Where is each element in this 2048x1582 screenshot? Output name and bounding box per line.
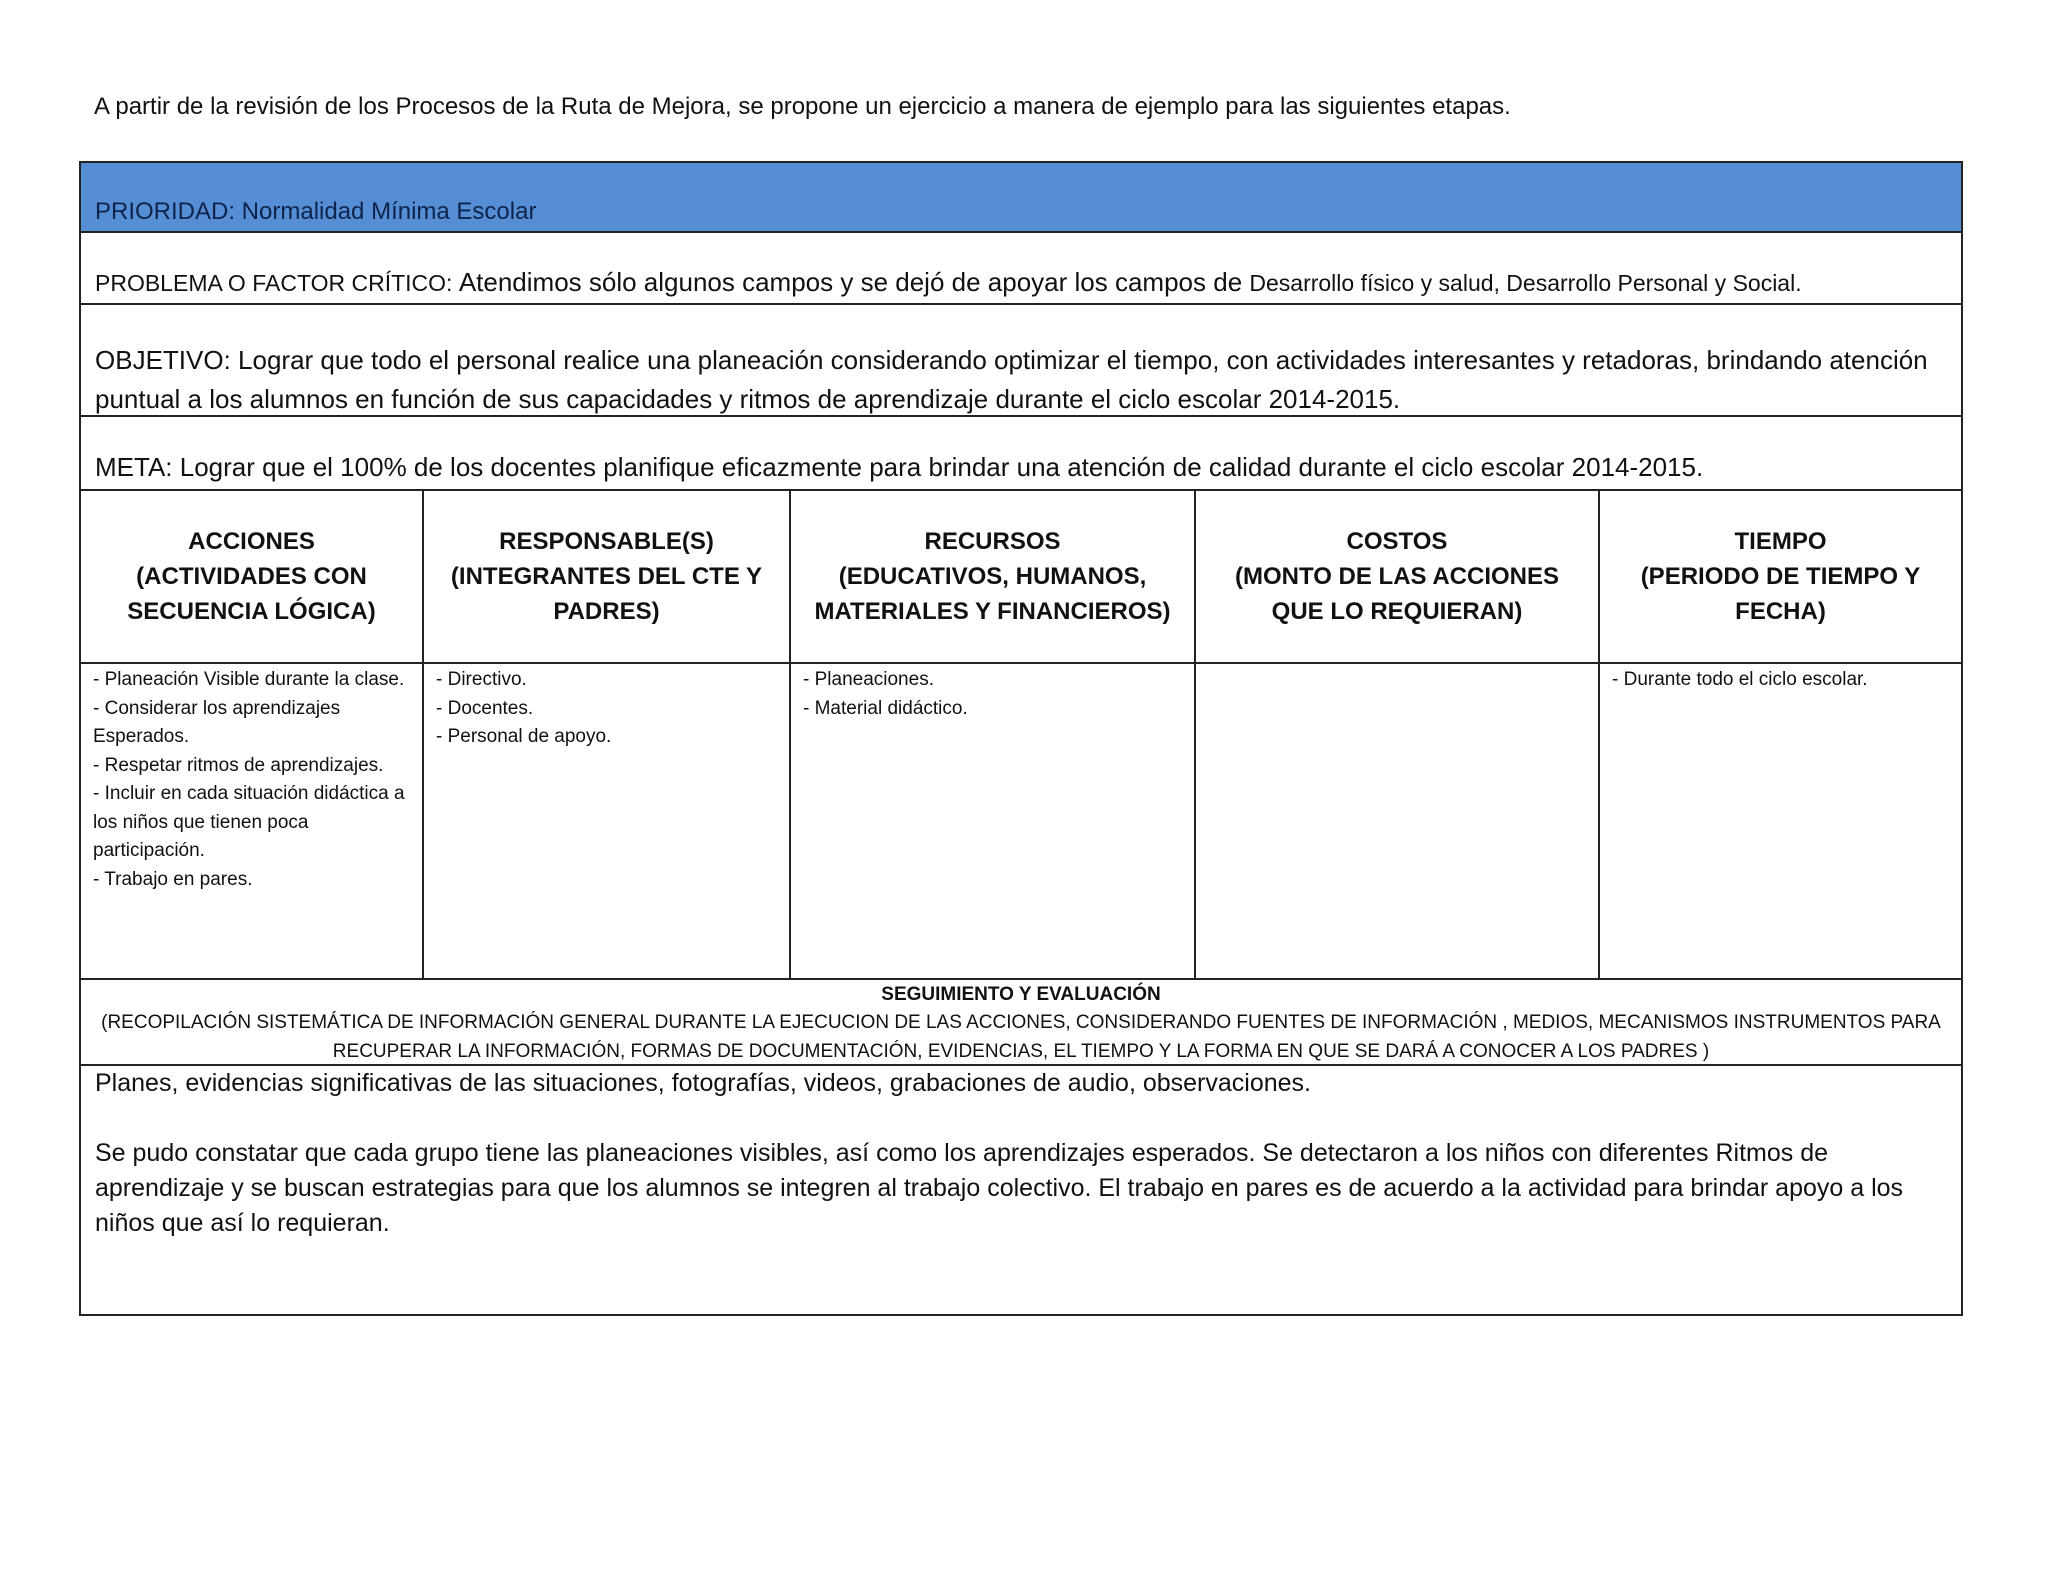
tiempo-header-sub1: (PERIODO DE TIEMPO Y: [1640, 563, 1921, 590]
evidencias-text: Planes, evidencias significativas de las situaciones, fotografías, videos, grabaciones de audio, observaciones.: [95, 1069, 1311, 1097]
intro-text: A partir de la revisión de los Procesos de la Ruta de Mejora, se propone un ejercicio a manera de ejemplo para las siguientes etapas.: [94, 93, 1511, 120]
tiempo-column: [1600, 491, 1961, 978]
acciones-header-sub1: (ACTIVIDADES CON: [136, 563, 367, 590]
acciones-header-sub2: SECUENCIA LÓGICA): [127, 598, 376, 625]
responsables-column: [424, 491, 791, 978]
problema-row: [81, 233, 1961, 305]
responsables-header-sub2: PADRES): [553, 598, 660, 625]
recursos-cell: [791, 664, 1194, 978]
acciones-cell: [81, 664, 422, 978]
meta-row: [81, 417, 1961, 491]
problema-label: PROBLEMA O FACTOR CRÍTICO:: [95, 270, 459, 296]
prioridad-text: PRIORIDAD: Normalidad Mínima Escolar: [95, 198, 537, 225]
tiempo-cell: [1600, 664, 1961, 978]
recursos-header-title: RECURSOS: [924, 528, 1061, 555]
acciones-item: - Trabajo en pares.: [93, 868, 253, 890]
responsables-item: - Personal de apoyo.: [436, 726, 612, 747]
tiempo-header-sub2: FECHA): [1735, 598, 1826, 625]
acciones-header: [81, 491, 422, 664]
tiempo-item: - Durante todo el ciclo escolar.: [1612, 669, 1868, 690]
seguimiento-title: SEGUIMIENTO Y EVALUACIÓN: [881, 984, 1161, 1005]
problema-text: [95, 267, 1802, 298]
recursos-header-sub1: (EDUCATIVOS, HUMANOS,: [838, 563, 1147, 590]
actions-table: [81, 491, 1961, 980]
recursos-item: - Planeaciones.: [803, 669, 934, 690]
problema-part2: Desarrollo físico y salud, Desarrollo Personal y Social.: [1249, 270, 1802, 296]
objetivo-row: [81, 305, 1961, 417]
responsables-header: [424, 491, 789, 664]
recursos-header: [791, 491, 1194, 664]
tiempo-header-title: TIEMPO: [1734, 528, 1827, 555]
costos-header: [1196, 491, 1598, 664]
objetivo-text: OBJETIVO: Lograr que todo el personal realice una planeación considerando optimizar el tiempo, con actividades interesantes y retadoras, brindando atención puntual a los alumnos en función de sus capacidades y ritmos de aprendizaje durante el ciclo escolar 2014-2015.: [95, 345, 1928, 414]
prioridad-row: [81, 163, 1961, 233]
acciones-item: - Planeación Visible durante la clase.: [93, 669, 405, 690]
conclusion-text: Se pudo constatar que cada grupo tiene las planeaciones visibles, así como los aprendizajes esperados. Se detectaron a los niños con diferentes Ritmos de aprendizaje y se buscan estrategias para que los alumnos se integren al trabajo colectivo. El trabajo en pares es de acuerdo a la actividad para brindar apoyo a los niños que así lo requieran.: [95, 1139, 1904, 1237]
costos-column: [1196, 491, 1600, 978]
costos-cell: [1196, 664, 1598, 978]
seguimiento-section: [81, 980, 1961, 1066]
recursos-header-sub2: MATERIALES Y FINANCIEROS): [814, 598, 1171, 625]
responsables-item: - Directivo.: [436, 669, 527, 690]
costos-header-sub1: (MONTO DE LAS ACCIONES: [1234, 563, 1559, 590]
recursos-item: - Material didáctico.: [803, 697, 968, 719]
tiempo-header: [1600, 491, 1961, 664]
problema-part1: Atendimos sólo algunos campos y se dejó de apoyar los campos de: [458, 267, 1250, 297]
acciones-column: [81, 491, 424, 978]
improvement-route-form: [79, 161, 1963, 1316]
responsables-header-title: RESPONSABLE(S): [499, 528, 714, 555]
costos-header-title: COSTOS: [1346, 528, 1448, 555]
acciones-header-title: ACCIONES: [188, 528, 315, 555]
acciones-item: - Respetar ritmos de aprendizajes.: [93, 754, 384, 776]
acciones-item: - Considerar los aprendizajes Esperados.: [93, 697, 341, 747]
costos-header-sub2: QUE LO REQUIERAN): [1271, 598, 1523, 625]
responsables-item: - Docentes.: [436, 697, 534, 719]
seguimiento-description: (RECOPILACIÓN SISTEMÁTICA DE INFORMACIÓN GENERAL DURANTE LA EJECUCION DE LAS ACCIONES, CONSIDERANDO FUENTES DE INFORMACIÓN , MEDIOS, MECANISMOS INSTRUMENTOS PARA RECUPERAR LA INFORMACIÓN, FORMAS DE DOCUMENTACIÓN, EVIDENCIAS, EL TIEMPO Y LA FORMA EN QUE SE DARÁ A CONOCER A LOS PADRES ): [101, 1012, 1941, 1062]
results-section: [81, 1066, 1961, 1314]
meta-text: META: Lograr que el 100% de los docentes planifique eficazmente para brindar una atención de calidad durante el ciclo escolar 2014-2015.: [95, 452, 1704, 482]
responsables-header-sub1: (INTEGRANTES DEL CTE Y: [450, 563, 763, 590]
responsables-cell: [424, 664, 789, 978]
recursos-column: [791, 491, 1196, 978]
acciones-item: - Incluir en cada situación didáctica a los niños que tienen poca participación.: [93, 783, 405, 861]
